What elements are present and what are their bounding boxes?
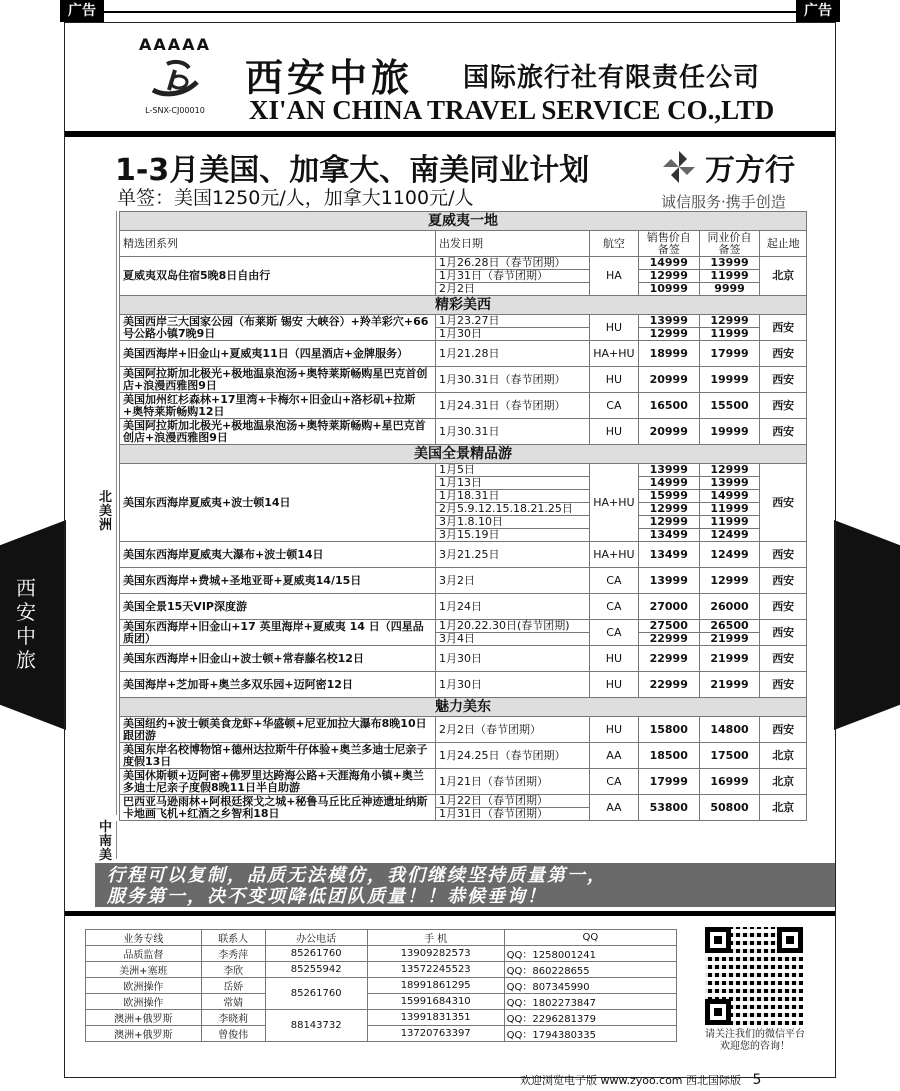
- qr-note: 请关注我们的微信平台 欢迎您的咨询！: [705, 1029, 805, 1052]
- departure-city: 西安: [760, 419, 807, 445]
- departure-date: 1月26.28日（春节团期）: [435, 257, 589, 270]
- table-row: [120, 257, 807, 270]
- departure-city: 西安: [760, 393, 807, 419]
- mobile-phone: 13720763397: [367, 1026, 504, 1042]
- sale-price: 17999: [638, 769, 699, 795]
- sale-price: 18999: [638, 341, 699, 367]
- sale-price: 12999: [638, 270, 699, 283]
- route-name: 美国东西海岸夏威夷+波士顿14日: [120, 464, 436, 542]
- partner-name: 万方行: [705, 153, 795, 188]
- sale-price: 12999: [638, 516, 699, 529]
- route-name: 美国阿拉斯加北极光+极地温泉泡汤+奥特莱斯畅购星巴克首创店+浪漫西雅图9日: [120, 367, 436, 393]
- route-name: 美国加州红杉森林+17里湾+卡梅尔+旧金山+洛杉矶+拉斯+奥特莱斯畅购12日: [120, 393, 436, 419]
- qq-number: QQ：1794380335: [504, 1026, 676, 1042]
- trade-price: 13999: [699, 257, 760, 270]
- mobile-phone: 15991684310: [367, 994, 504, 1010]
- trade-price: 12999: [699, 315, 760, 328]
- trade-price: 11999: [699, 328, 760, 341]
- partner-logo: [661, 145, 811, 212]
- trade-price: 19999: [699, 419, 760, 445]
- table-row: [120, 315, 807, 328]
- side-decoration-right: [834, 520, 900, 730]
- contact-header: 业务专线: [86, 930, 202, 946]
- airline: HU: [589, 367, 638, 393]
- departure-city: 北京: [760, 743, 807, 769]
- section-header: 夏威夷一地: [120, 212, 807, 231]
- airline: HA+HU: [589, 464, 638, 542]
- airline: AA: [589, 795, 638, 821]
- route-name: 美国西海岸+旧金山+夏威夷11日（四星酒店+金牌服务）: [120, 341, 436, 367]
- contact-header: 手 机: [367, 930, 504, 946]
- office-phone: 85261760: [265, 978, 367, 1010]
- col-air: 航空: [589, 231, 638, 257]
- wechat-qr-code: [705, 927, 803, 1025]
- trade-price: 11999: [699, 503, 760, 516]
- table-row: [120, 795, 807, 808]
- table-row: [120, 646, 807, 672]
- departure-date: 3月15.19日: [435, 529, 589, 542]
- departure-date: 3月4日: [435, 633, 589, 646]
- sale-price: 18500: [638, 743, 699, 769]
- contact-person: 李欣: [201, 962, 265, 978]
- trade-price: 26500: [699, 620, 760, 633]
- region-south-america: 中南美: [95, 821, 117, 859]
- airline: CA: [589, 568, 638, 594]
- route-name: 巴西亚马逊雨林+阿根廷探戈之城+秘鲁马丘比丘神迹遗址纳斯卡地画飞机+红酒之乡智利18日: [120, 795, 436, 821]
- airline: CA: [589, 769, 638, 795]
- departure-city: 北京: [760, 257, 807, 296]
- table-row: [120, 568, 807, 594]
- sale-price: 15800: [638, 717, 699, 743]
- airline: CA: [589, 594, 638, 620]
- contact-person: 李秀萍: [201, 946, 265, 962]
- sale-price: 22999: [638, 633, 699, 646]
- airline: HU: [589, 646, 638, 672]
- route-name: 美国东西海岸+旧金山+17 英里海岸+夏威夷 14 日（四星品质团）: [120, 620, 436, 646]
- contact-line: 美洲+塞班: [86, 962, 202, 978]
- contact-line: 澳洲+俄罗斯: [86, 1026, 202, 1042]
- table-row: [120, 393, 807, 419]
- route-name: 夏威夷双岛住宿5晚8日自由行: [120, 257, 436, 296]
- departure-city: 西安: [760, 315, 807, 341]
- trade-price: 50800: [699, 795, 760, 821]
- contact-person: 曾俊伟: [201, 1026, 265, 1042]
- table-row: [86, 978, 677, 994]
- col-route: 精选团系列: [120, 231, 436, 257]
- top-bar: [0, 0, 900, 24]
- qq-number: QQ：860228655: [504, 962, 676, 978]
- table-row: [120, 594, 807, 620]
- page-title: 1-3月美国、加拿大、南美同业计划: [115, 153, 590, 188]
- mobile-phone: 13909282573: [367, 946, 504, 962]
- contact-header: 办公电话: [265, 930, 367, 946]
- page-number: 5: [752, 1072, 762, 1088]
- section-header: 魅力美东: [120, 698, 807, 717]
- trade-price: 11999: [699, 516, 760, 529]
- airline: HU: [589, 419, 638, 445]
- departure-date: 1月5日: [435, 464, 589, 477]
- route-name: 美国东西海岸夏威夷大瀑布+波士顿14日: [120, 542, 436, 568]
- sale-price: 22999: [638, 672, 699, 698]
- section-header: 美国全景精品游: [120, 445, 807, 464]
- departure-date: 1月21.28日: [435, 341, 589, 367]
- departure-date: 1月30日: [435, 672, 589, 698]
- departure-date: 1月18.31日: [435, 490, 589, 503]
- airline: HA+HU: [589, 341, 638, 367]
- route-name: 美国纽约+波士顿美食龙虾+华盛顿+尼亚加拉大瀑布8晚10日跟团游: [120, 717, 436, 743]
- trade-price: 9999: [699, 283, 760, 296]
- trade-price: 14800: [699, 717, 760, 743]
- route-name: 美国全景15天VIP深度游: [120, 594, 436, 620]
- departure-city: 西安: [760, 646, 807, 672]
- departure-date: 2月5.9.12.15.18.21.25日: [435, 503, 589, 516]
- sale-price: 27500: [638, 620, 699, 633]
- table-row: [86, 946, 677, 962]
- table-row: [120, 419, 807, 445]
- trade-price: 26000: [699, 594, 760, 620]
- divider: [65, 131, 835, 137]
- contact-person: 李晓莉: [201, 1010, 265, 1026]
- company-name-cn: 西安中旅: [245, 55, 414, 100]
- departure-city: 北京: [760, 769, 807, 795]
- departure-date: 3月1.8.10日: [435, 516, 589, 529]
- contact-line: 品质监督: [86, 946, 202, 962]
- logo-mark-icon: [145, 56, 205, 100]
- departure-date: 1月30.31日: [435, 419, 589, 445]
- company-name-en: XI'AN CHINA TRAVEL SERVICE CO.,LTD: [249, 95, 775, 125]
- sale-price: 22999: [638, 646, 699, 672]
- mobile-phone: 13572245523: [367, 962, 504, 978]
- visa-info: 单签：美国1250元/人，加拿大1100元/人: [117, 187, 474, 209]
- trade-price: 12999: [699, 464, 760, 477]
- airline: HA+HU: [589, 542, 638, 568]
- table-row: [86, 1026, 677, 1042]
- ad-label-left: 广告: [60, 0, 104, 22]
- table-row: [120, 542, 807, 568]
- departure-date: 3月2日: [435, 568, 589, 594]
- company-subname-cn: 国际旅行社有限责任公司: [463, 63, 761, 93]
- table-row: [120, 620, 807, 633]
- departure-city: 西安: [760, 568, 807, 594]
- sale-price: 12999: [638, 503, 699, 516]
- airline: HU: [589, 672, 638, 698]
- col-trade: 同业价自备签: [699, 231, 760, 257]
- contact-table: [85, 929, 677, 1042]
- departure-city: 西安: [760, 367, 807, 393]
- airline: HA: [589, 257, 638, 296]
- sale-price: 27000: [638, 594, 699, 620]
- office-phone: 85261760: [265, 946, 367, 962]
- contact-line: 澳洲+俄罗斯: [86, 1010, 202, 1026]
- table-row: [120, 672, 807, 698]
- trade-price: 16999: [699, 769, 760, 795]
- ad-label-right: 广告: [796, 0, 840, 22]
- trade-price: 21999: [699, 646, 760, 672]
- region-north-america: 北美洲: [95, 211, 117, 815]
- trade-price: 21999: [699, 672, 760, 698]
- departure-date: 1月30日: [435, 328, 589, 341]
- departure-date: 1月31日（春节团期）: [435, 808, 589, 821]
- qq-number: QQ：807345990: [504, 978, 676, 994]
- mobile-phone: 18991861295: [367, 978, 504, 994]
- route-name: 美国休斯顿+迈阿密+佛罗里达跨海公路+天涯海角小镇+奥兰多迪士尼亲子度假8晚11日半自助游: [120, 769, 436, 795]
- departure-date: 1月20.22.30日(春节团期): [435, 620, 589, 633]
- departure-city: 西安: [760, 594, 807, 620]
- contact-header: 联系人: [201, 930, 265, 946]
- side-label: 西安中旅: [16, 576, 36, 672]
- table-row: [120, 341, 807, 367]
- route-name: 美国海岸+芝加哥+奥兰多双乐园+迈阿密12日: [120, 672, 436, 698]
- departure-date: 2月2日: [435, 283, 589, 296]
- departure-city: 西安: [760, 672, 807, 698]
- route-name: 美国西岸三大国家公园（布莱斯 锡安 大峡谷）+羚羊彩穴+66号公路小镇7晚9日: [120, 315, 436, 341]
- sale-price: 13499: [638, 529, 699, 542]
- departure-date: 1月30.31日（春节团期）: [435, 367, 589, 393]
- departure-date: 3月21.25日: [435, 542, 589, 568]
- route-name: 美国东岸名校博物馆+德州达拉斯牛仔体验+奥兰多迪士尼亲子度假13日: [120, 743, 436, 769]
- license-number: L-SNX-CJ00010: [145, 106, 205, 115]
- table-row: [120, 367, 807, 393]
- sale-price: 12999: [638, 328, 699, 341]
- airline: CA: [589, 393, 638, 419]
- divider-bottom: [65, 911, 835, 916]
- mobile-phone: 13991831351: [367, 1010, 504, 1026]
- airline: CA: [589, 620, 638, 646]
- trade-price: 17500: [699, 743, 760, 769]
- sale-price: 53800: [638, 795, 699, 821]
- table-row: [86, 962, 677, 978]
- departure-city: 北京: [760, 795, 807, 821]
- office-phone: 85255942: [265, 962, 367, 978]
- table-row: [86, 994, 677, 1010]
- departure-date: 1月23.27日: [435, 315, 589, 328]
- departure-date: 1月22日（春节团期）: [435, 795, 589, 808]
- partner-slogan: 诚信服务·携手创造: [661, 193, 786, 211]
- contact-person: 常婧: [201, 994, 265, 1010]
- contact-line: 欧洲操作: [86, 978, 202, 994]
- contact-line: 欧洲操作: [86, 994, 202, 1010]
- trade-price: 12499: [699, 542, 760, 568]
- departure-date: 1月13日: [435, 477, 589, 490]
- contact-header: QQ: [504, 930, 676, 946]
- sale-price: 10999: [638, 283, 699, 296]
- departure-date: 1月21日（春节团期）: [435, 769, 589, 795]
- route-name: 美国阿拉斯加北极光+极地温泉泡汤+奥特莱斯畅购+星巴克首创店+浪漫西雅图9日: [120, 419, 436, 445]
- trade-price: 12999: [699, 568, 760, 594]
- departure-date: 1月24.25日（春节团期）: [435, 743, 589, 769]
- trade-price: 17999: [699, 341, 760, 367]
- trade-price: 14999: [699, 490, 760, 503]
- sale-price: 13499: [638, 542, 699, 568]
- trade-price: 13999: [699, 477, 760, 490]
- footer-text: 欢迎浏览电子版 www.zyoo.com: [520, 1074, 683, 1087]
- office-phone: 88143732: [265, 1010, 367, 1042]
- departure-city: 西安: [760, 341, 807, 367]
- departure-date: 1月30日: [435, 646, 589, 672]
- sale-price: 14999: [638, 257, 699, 270]
- sale-price: 13999: [638, 464, 699, 477]
- contact-person: 岳娇: [201, 978, 265, 994]
- slogan-banner: 行程可以复制，品质无法模仿，我们继续坚持质量第一， 服务第一，决不变项降低团队质量！！恭候垂询！: [95, 863, 835, 907]
- section-header: 精彩美西: [120, 296, 807, 315]
- departure-date: 1月31日（春节团期）: [435, 270, 589, 283]
- trade-price: 19999: [699, 367, 760, 393]
- airline: AA: [589, 743, 638, 769]
- departure-city: 西安: [760, 620, 807, 646]
- table-row: [86, 1010, 677, 1026]
- header: [65, 23, 835, 128]
- sale-price: 15999: [638, 490, 699, 503]
- table-row: [120, 743, 807, 769]
- sale-price: 14999: [638, 477, 699, 490]
- sale-price: 20999: [638, 367, 699, 393]
- departure-date: 1月24日: [435, 594, 589, 620]
- departure-date: 1月24.31日（春节团期）: [435, 393, 589, 419]
- qq-number: QQ：1258001241: [504, 946, 676, 962]
- ad-frame: [64, 22, 836, 1078]
- rating-stars: AAAAA: [139, 35, 211, 54]
- airline: HU: [589, 315, 638, 341]
- departure-city: 西安: [760, 542, 807, 568]
- tour-table: [119, 211, 807, 821]
- table-row: [120, 717, 807, 743]
- airline: HU: [589, 717, 638, 743]
- col-date: 出发日期: [435, 231, 589, 257]
- sale-price: 16500: [638, 393, 699, 419]
- table-row: [120, 769, 807, 795]
- departure-city: 西安: [760, 464, 807, 542]
- trade-price: 12499: [699, 529, 760, 542]
- col-dep: 起止地: [760, 231, 807, 257]
- route-name: 美国东西海岸+费城+圣地亚哥+夏威夷14/15日: [120, 568, 436, 594]
- qq-number: QQ：1802273847: [504, 994, 676, 1010]
- sale-price: 13999: [638, 315, 699, 328]
- route-name: 美国东西海岸+旧金山+波士顿+常春藤名校12日: [120, 646, 436, 672]
- table-row: [120, 464, 807, 477]
- departure-date: 2月2日（春节团期）: [435, 717, 589, 743]
- footer: [520, 1072, 761, 1088]
- trade-price: 21999: [699, 633, 760, 646]
- company-logo: [120, 35, 230, 130]
- col-sale: 销售价自备签: [638, 231, 699, 257]
- trade-price: 15500: [699, 393, 760, 419]
- pinwheel-icon: [661, 149, 697, 185]
- trade-price: 11999: [699, 270, 760, 283]
- sale-price: 20999: [638, 419, 699, 445]
- qq-number: QQ：2296281379: [504, 1010, 676, 1026]
- departure-city: 西安: [760, 717, 807, 743]
- sale-price: 13999: [638, 568, 699, 594]
- footer-brand: 西北国际版: [686, 1074, 742, 1087]
